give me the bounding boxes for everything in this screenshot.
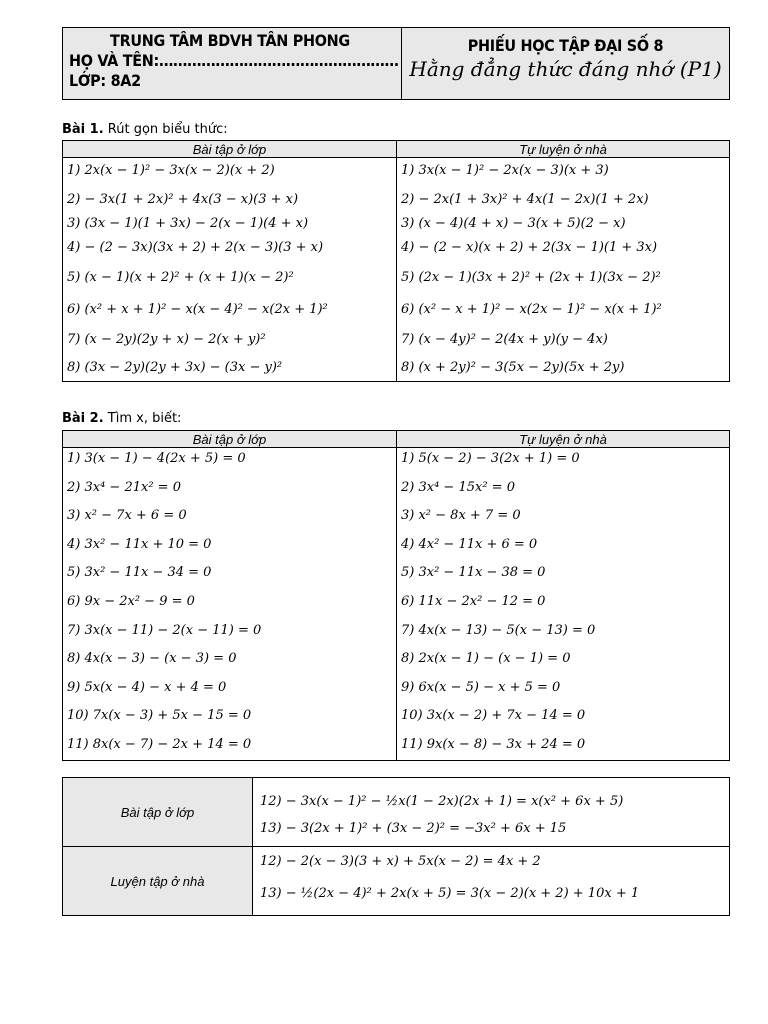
exercise-1-instruction: Rút gọn biểu thức: (103, 122, 228, 137)
list-item: 8) (x + 2y)² − 3(5x − 2y)(5x + 2y) (401, 360, 625, 375)
list-item: 9) 6x(x − 5) − x + 5 = 0 (401, 679, 561, 695)
exercise-2-col-home: Tự luyện ở nhà (397, 431, 730, 448)
list-item: 6) 11x − 2x² − 12 = 0 (401, 593, 546, 609)
list-item: 2) 3x⁴ − 15x² = 0 (401, 479, 515, 495)
exercise-1-col-home: Tự luyện ở nhà (397, 141, 730, 158)
list-item: 6) 9x − 2x² − 9 = 0 (67, 593, 195, 609)
exercise-2-table (62, 430, 730, 761)
exercise-2-home-list (397, 448, 730, 761)
exercise-1-number: Bài 1. (62, 122, 104, 137)
exercise-3-table (62, 777, 730, 916)
list-item: 8) (3x − 2y)(2y + 3x) − (3x − y)² (67, 360, 283, 375)
header-left (63, 28, 402, 99)
exercise-2-class-list (63, 448, 397, 761)
list-item: 6) (x² + x + 1)² − x(x − 4)² − x(2x + 1)² (67, 302, 328, 317)
list-item: 2) − 3x(1 + 2x)² + 4x(3 − x)(3 + x) (67, 192, 299, 207)
list-item: 12) − 3x(x − 1)² − ½x(1 − 2x)(2x + 1) = x(x² + 6x + 5) (260, 793, 624, 809)
list-item: 4) − (2 − 3x)(3x + 2) + 2(x − 3)(3 + x) (67, 240, 324, 255)
list-item: 3) x² − 8x + 7 = 0 (401, 508, 521, 524)
list-item: 1) 5(x − 2) − 3(2x + 1) = 0 (401, 451, 580, 466)
exercise-2-title (62, 411, 181, 426)
list-item: 6) (x² − x + 1)² − x(2x − 1)² − x(x + 1)² (401, 302, 662, 317)
list-item: 3) (x − 4)(4 + x) − 3(x + 5)(2 − x) (401, 216, 626, 231)
exercise-1-home-list (397, 158, 730, 382)
name-field-label: HỌ VÀ TÊN:…………………………………………… (69, 51, 399, 70)
list-item: 12) − 2(x − 3)(3 + x) + 5x(x − 2) = 4x + 2 (260, 854, 541, 869)
list-item: 13) − ½(2x − 4)² + 2x(x + 5) = 3(x − 2)(x + 2) + 10x + 1 (260, 886, 640, 901)
list-item: 7) (x − 4y)² − 2(4x + y)(y − 4x) (401, 332, 608, 347)
sheet-title: PHIẾU HỌC TẬP ĐẠI SỐ 8 (467, 36, 664, 55)
sheet-subtitle: Hằng đẳng thức đáng nhớ (P1) (409, 57, 722, 81)
exercise-3-home-eqs (253, 847, 730, 916)
list-item: 5) (x − 1)(x + 2)² + (x + 1)(x − 2)² (67, 270, 294, 285)
exercise-1-title (62, 122, 228, 137)
list-item: 13) − 3(2x + 1)² + (3x − 2)² = −3x² + 6x + 15 (260, 820, 567, 836)
list-item: 8) 2x(x − 1) − (x − 1) = 0 (401, 651, 571, 667)
list-item: 1) 3x(x − 1)² − 2x(x − 3)(x + 3) (401, 163, 609, 178)
list-item: 1) 3(x − 1) − 4(2x + 5) = 0 (67, 451, 246, 466)
header-right (402, 28, 729, 99)
header-box (62, 27, 730, 100)
list-item: 3) x² − 7x + 6 = 0 (67, 508, 187, 524)
list-item: 5) 3x² − 11x − 34 = 0 (67, 565, 212, 581)
exercise-2-col-class: Bài tập ở lớp (63, 431, 397, 448)
exercise-2-instruction: Tìm x, biết: (103, 411, 182, 426)
list-item: 11) 9x(x − 8) − 3x + 24 = 0 (401, 736, 586, 752)
list-item: 8) 4x(x − 3) − (x − 3) = 0 (67, 651, 237, 667)
list-item: 7) 3x(x − 11) − 2(x − 11) = 0 (67, 622, 262, 638)
list-item: 4) 3x² − 11x + 10 = 0 (67, 536, 212, 552)
exercise-3-home-label: Luyện tập ở nhà (63, 847, 253, 916)
exercise-1-class-list (63, 158, 397, 382)
center-name: TRUNG TÂM BDVH TÂN PHONG (110, 31, 350, 50)
list-item: 4) − (2 − x)(x + 2) + 2(3x − 1)(1 + 3x) (401, 240, 658, 255)
list-item: 7) (x − 2y)(2y + x) − 2(x + y)² (67, 332, 266, 347)
list-item: 10) 3x(x − 2) + 7x − 14 = 0 (401, 708, 586, 724)
list-item: 10) 7x(x − 3) + 5x − 15 = 0 (67, 708, 252, 724)
list-item: 5) (2x − 1)(3x + 2)² + (2x + 1)(3x − 2)² (401, 270, 661, 285)
exercise-3-class-label: Bài tập ở lớp (63, 778, 253, 847)
list-item: 11) 8x(x − 7) − 2x + 14 = 0 (67, 736, 252, 752)
list-item: 5) 3x² − 11x − 38 = 0 (401, 565, 546, 581)
list-item: 7) 4x(x − 13) − 5(x − 13) = 0 (401, 622, 596, 638)
list-item: 4) 4x² − 11x + 6 = 0 (401, 536, 538, 552)
list-item: 2) 3x⁴ − 21x² = 0 (67, 479, 181, 495)
exercise-3-class-eqs (253, 778, 730, 847)
list-item: 3) (3x − 1)(1 + 3x) − 2(x − 1)(4 + x) (67, 216, 309, 231)
list-item: 2) − 2x(1 + 3x)² + 4x(1 − 2x)(1 + 2x) (401, 192, 649, 207)
list-item: 9) 5x(x − 4) − x + 4 = 0 (67, 679, 227, 695)
exercise-1-table (62, 140, 730, 382)
exercise-1-col-class: Bài tập ở lớp (63, 141, 397, 158)
exercise-2-number: Bài 2. (62, 411, 104, 426)
class-label: LỚP: 8A2 (69, 71, 141, 90)
list-item: 1) 2x(x − 1)² − 3x(x − 2)(x + 2) (67, 163, 275, 178)
